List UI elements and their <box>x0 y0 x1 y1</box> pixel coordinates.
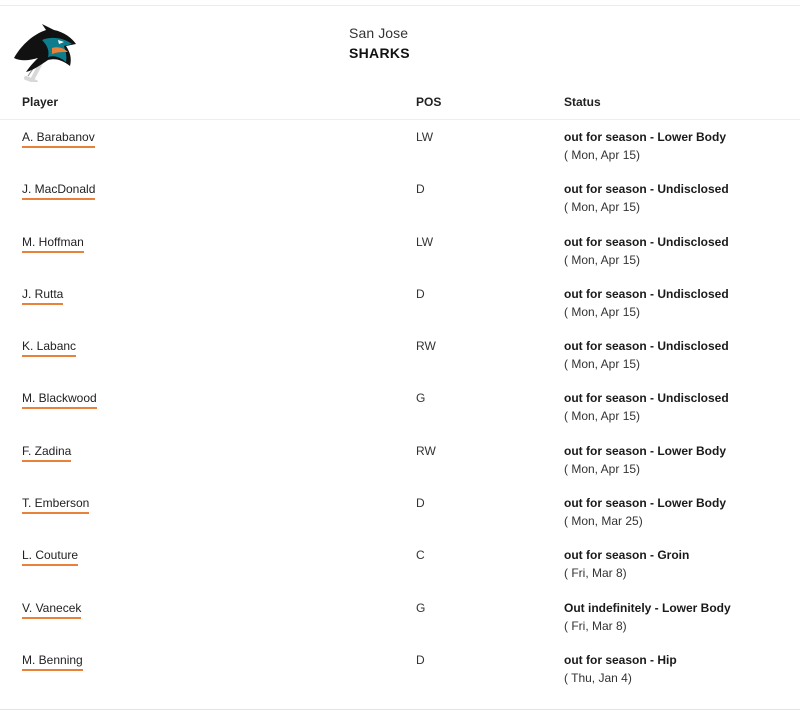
table-row <box>0 225 800 277</box>
table-row <box>0 643 800 695</box>
player-link[interactable]: M. Blackwood <box>22 391 97 409</box>
player-pos: C <box>416 548 425 563</box>
player-pos: G <box>416 391 426 406</box>
player-link[interactable]: F. Zadina <box>22 444 71 462</box>
injury-status: out for season - Lower Body <box>564 496 727 511</box>
injury-status: out for season - Lower Body <box>564 130 727 144</box>
injury-date: ( Mon, Apr 15) <box>564 409 641 424</box>
injury-status: Out indefinitely - Lower Body <box>564 600 731 615</box>
injury-date: ( Mon, Mar 25) <box>564 514 643 529</box>
table-row <box>0 172 800 224</box>
injury-date: ( Mon, Apr 15) <box>564 357 641 372</box>
injury-date: ( Thu, Jan 4) <box>564 670 632 685</box>
injury-status: out for season - Undisclosed <box>564 339 729 354</box>
player-pos: D <box>416 286 425 301</box>
player-link[interactable]: J. MacDonald <box>22 182 95 200</box>
header-status: Status <box>564 95 601 109</box>
header-pos: POS <box>416 95 442 109</box>
sharks-logo-icon <box>12 24 78 82</box>
table-row <box>0 120 800 172</box>
player-pos: G <box>416 600 426 615</box>
player-pos: D <box>416 496 425 511</box>
injury-status: out for season - Groin <box>564 548 690 563</box>
table-row <box>0 434 800 486</box>
table-row <box>0 486 800 538</box>
player-pos: RW <box>416 339 436 354</box>
player-link[interactable]: M. Benning <box>22 653 83 671</box>
team-header <box>0 12 800 82</box>
injury-date: ( Mon, Apr 15) <box>564 148 641 162</box>
injury-date: ( Fri, Mar 8) <box>564 618 627 633</box>
player-link[interactable]: L. Couture <box>22 548 78 566</box>
injury-date: ( Mon, Apr 15) <box>564 461 641 476</box>
injury-date: ( Mon, Apr 15) <box>564 200 641 215</box>
table-row <box>0 591 800 643</box>
team-city: San Jose <box>349 25 409 41</box>
player-pos: LW <box>416 130 434 144</box>
table-header <box>0 86 800 120</box>
injury-status: out for season - Undisclosed <box>564 234 729 249</box>
injury-status: out for season - Undisclosed <box>564 391 729 406</box>
injury-status: out for season - Undisclosed <box>564 286 729 301</box>
table-row <box>0 329 800 381</box>
player-link[interactable]: T. Emberson <box>22 496 89 514</box>
player-pos: D <box>416 182 425 197</box>
table-row <box>0 381 800 433</box>
injury-status: out for season - Lower Body <box>564 443 727 458</box>
player-link[interactable]: M. Hoffman <box>22 235 84 253</box>
player-link[interactable]: A. Barabanov <box>22 130 95 148</box>
header-player: Player <box>22 95 59 109</box>
player-pos: D <box>416 652 425 667</box>
injury-status: out for season - Undisclosed <box>564 182 729 197</box>
player-pos: RW <box>416 443 436 458</box>
injury-date: ( Mon, Apr 15) <box>564 252 641 267</box>
player-pos: LW <box>416 234 434 249</box>
player-link[interactable]: K. Labanc <box>22 339 76 357</box>
top-divider <box>0 5 800 6</box>
table-row <box>0 277 800 329</box>
bottom-divider <box>0 709 800 710</box>
injury-date: ( Mon, Apr 15) <box>564 304 641 319</box>
table-row <box>0 538 800 590</box>
player-link[interactable]: V. Vanecek <box>22 601 81 619</box>
injury-table <box>0 86 800 695</box>
team-name: SHARKS <box>349 45 410 61</box>
player-link[interactable]: J. Rutta <box>22 287 63 305</box>
injury-status: out for season - Hip <box>564 652 677 667</box>
injury-date: ( Fri, Mar 8) <box>564 566 627 581</box>
